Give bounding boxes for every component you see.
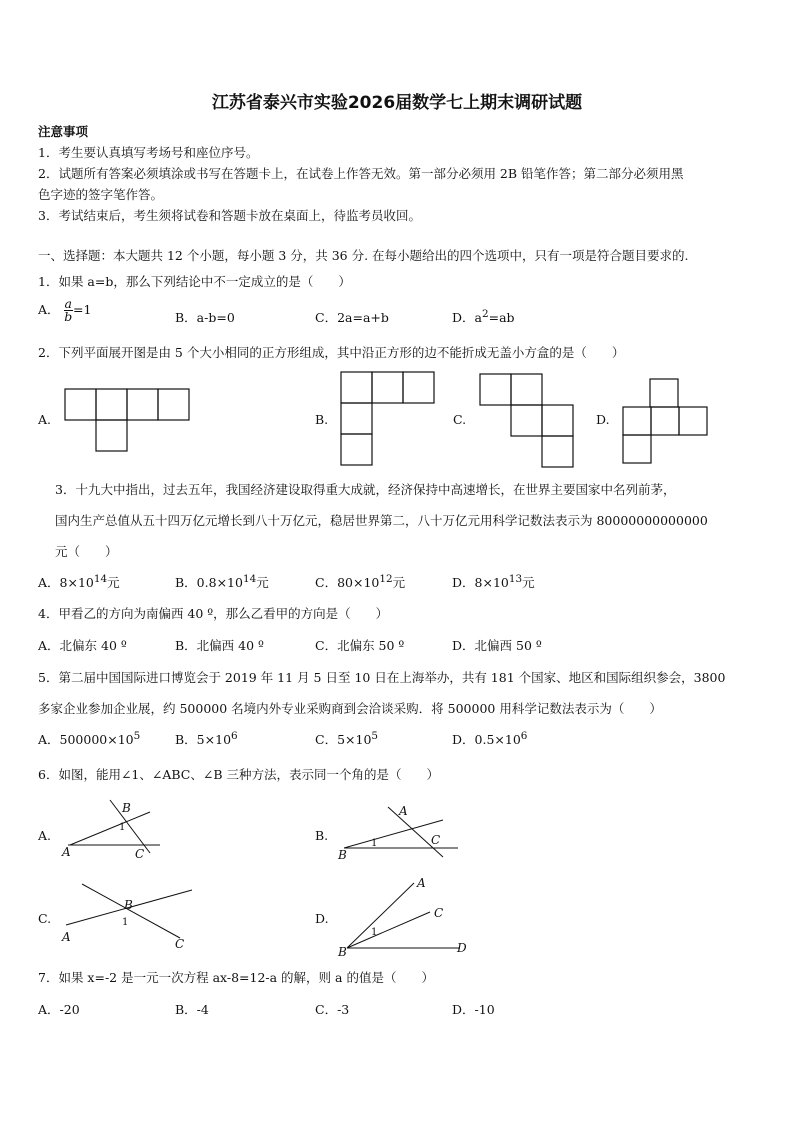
q6-figure-a — [68, 800, 160, 853]
question-6-stem: 6．如图，能用∠1、∠ABC、∠B 三种方法，表示同一个角的是（ ） — [38, 767, 439, 782]
q3-option-c — [315, 573, 405, 591]
net-b — [341, 372, 434, 465]
point-label: B — [338, 945, 347, 959]
point-label: A — [62, 930, 71, 944]
point-label: B — [124, 898, 133, 912]
exponent: 13 — [508, 573, 523, 585]
q4-option-a: A．北偏东 40 º — [38, 638, 127, 653]
point-label: A — [399, 804, 408, 818]
option-text: 元 — [522, 575, 535, 591]
notice-item: 2．试题所有答案必须填涂或书写在答题卡上，在试卷上作答无效。第一部分必须用 2B 铅笔作答；第二部分必须用黑 — [38, 166, 684, 181]
notice-item: 1．考生要认真填写考场号和座位序号。 — [38, 145, 259, 160]
exponent: 5 — [133, 730, 141, 742]
question-1-stem: 1．如果 a=b，那么下列结论中不一定成立的是（ ） — [38, 274, 351, 289]
net-a — [65, 389, 189, 451]
option-text: C．80×10 — [315, 575, 380, 591]
point-label: C — [175, 937, 185, 951]
exponent: 14 — [93, 573, 108, 585]
q6-label-a: A. — [38, 828, 52, 843]
question-5-line: 多家企业参加企业展，约 500000 名境内外专业采购商到会洽谈采购．将 500000 用科学记数法表示为（ ） — [38, 701, 662, 716]
option-text: A．500000×10 — [38, 732, 134, 748]
option-text: C．5×10 — [315, 732, 372, 748]
exponent: 12 — [379, 573, 393, 585]
option-text: D．a — [452, 310, 482, 326]
exponent: 2 — [481, 308, 489, 320]
q5-option-c — [315, 730, 378, 748]
point-label: C — [431, 833, 441, 847]
notice-item: 3．考试结束后，考生须将试卷和答题卡放在桌面上，待监考员收回。 — [38, 208, 421, 223]
q4-option-c: C．北偏东 50 º — [315, 638, 405, 653]
notice-heading: 注意事项 — [38, 124, 89, 139]
q1-option-c: C．2a=a+b — [315, 310, 389, 325]
point-label: D — [457, 941, 467, 955]
q3-option-d — [452, 573, 535, 591]
numerator: a — [64, 296, 72, 311]
question-2-stem: 2．下列平面展开图是由 5 个大小相同的正方形组成，其中沿正方形的边不能折成无盖小方盒的是（ ） — [38, 345, 625, 360]
point-label: B — [338, 848, 347, 862]
exponent: 6 — [231, 730, 238, 742]
q2-label-c: C. — [453, 412, 467, 427]
question-4-stem: 4．甲看乙的方向为南偏西 40 º，那么乙看甲的方向是（ ） — [38, 606, 389, 621]
exponent: 14 — [242, 573, 257, 585]
exponent: 5 — [371, 730, 379, 742]
q6-label-c: C. — [38, 911, 52, 926]
option-label: A． — [38, 302, 60, 317]
exponent: 6 — [520, 730, 528, 742]
q7-option-d: D．-10 — [452, 1002, 495, 1017]
angle-label: 1 — [371, 838, 378, 849]
net-d — [623, 379, 707, 463]
denominator: b — [64, 309, 73, 324]
q3-option-b — [175, 573, 269, 591]
question-3-line: 3．十九大中指出，过去五年，我国经济建设取得重大成就，经济保持中高速增长，在世界主要国家中名列前茅， — [55, 482, 676, 497]
q2-label-d: D. — [596, 412, 610, 427]
option-text: 元 — [107, 575, 120, 591]
q6-label-b: B. — [315, 828, 329, 843]
notice-item: 色字迹的签字笔作答。 — [38, 187, 164, 202]
option-text: 元 — [256, 575, 269, 591]
point-label: C — [135, 847, 145, 861]
point-label: A — [417, 876, 426, 890]
q1-option-b: B．a-b=0 — [175, 310, 235, 325]
question-5-line: 5．第二届中国国际进口博览会于 2019 年 11 月 5 日至 10 日在上海举办，共有 181 个国家、地区和国际组织参会，3800 — [38, 670, 726, 685]
option-text: A．8×10 — [38, 575, 94, 591]
net-c — [480, 374, 573, 467]
q2-label-b: B. — [315, 412, 329, 427]
option-text: D．0.5×10 — [452, 732, 521, 748]
question-3-line: 国内生产总值从五十四万亿元增长到八十万亿元，稳居世界第二，八十万亿元用科学记数法表示为 80000000000000 — [55, 513, 708, 528]
q7-option-c: C．-3 — [315, 1002, 350, 1017]
question-7-stem: 7．如果 x=-2 是一元一次方程 ax-8=12-a 的解，则 a 的值是（ ） — [38, 970, 434, 985]
q7-option-b: B．-4 — [175, 1002, 209, 1017]
question-3-line: 元（ ） — [55, 544, 118, 559]
option-text: =ab — [488, 310, 515, 326]
point-label: C — [434, 906, 444, 920]
q4-option-b: B．北偏西 40 º — [175, 638, 264, 653]
option-tail: =1 — [72, 302, 92, 317]
point-label: B — [122, 801, 131, 815]
option-text: B．5×10 — [175, 732, 232, 748]
angle-label: 1 — [119, 822, 126, 833]
q4-option-d: D．北偏西 50 º — [452, 638, 542, 653]
angle-label: 1 — [122, 917, 129, 928]
q7-option-a: A．-20 — [38, 1002, 80, 1017]
q5-option-b — [175, 730, 238, 748]
q5-option-d — [452, 730, 527, 748]
q5-option-a — [38, 730, 140, 748]
point-label: A — [62, 845, 71, 859]
section-heading: 一、选择题：本大题共 12 个小题，每小题 3 分，共 36 分. 在每小题给出的四个选项中，只有一项是符合题目要求的. — [38, 248, 689, 263]
q3-option-a — [38, 573, 120, 591]
option-text: D．8×10 — [452, 575, 509, 591]
q6-label-d: D. — [315, 911, 329, 926]
option-text: 元 — [392, 575, 406, 591]
page-title: 江苏省泰兴市实验2026届数学七上期末调研试题 — [211, 93, 583, 113]
option-text: B．0.8×10 — [175, 575, 243, 591]
q2-label-a: A. — [38, 412, 52, 427]
angle-label: 1 — [371, 927, 378, 938]
